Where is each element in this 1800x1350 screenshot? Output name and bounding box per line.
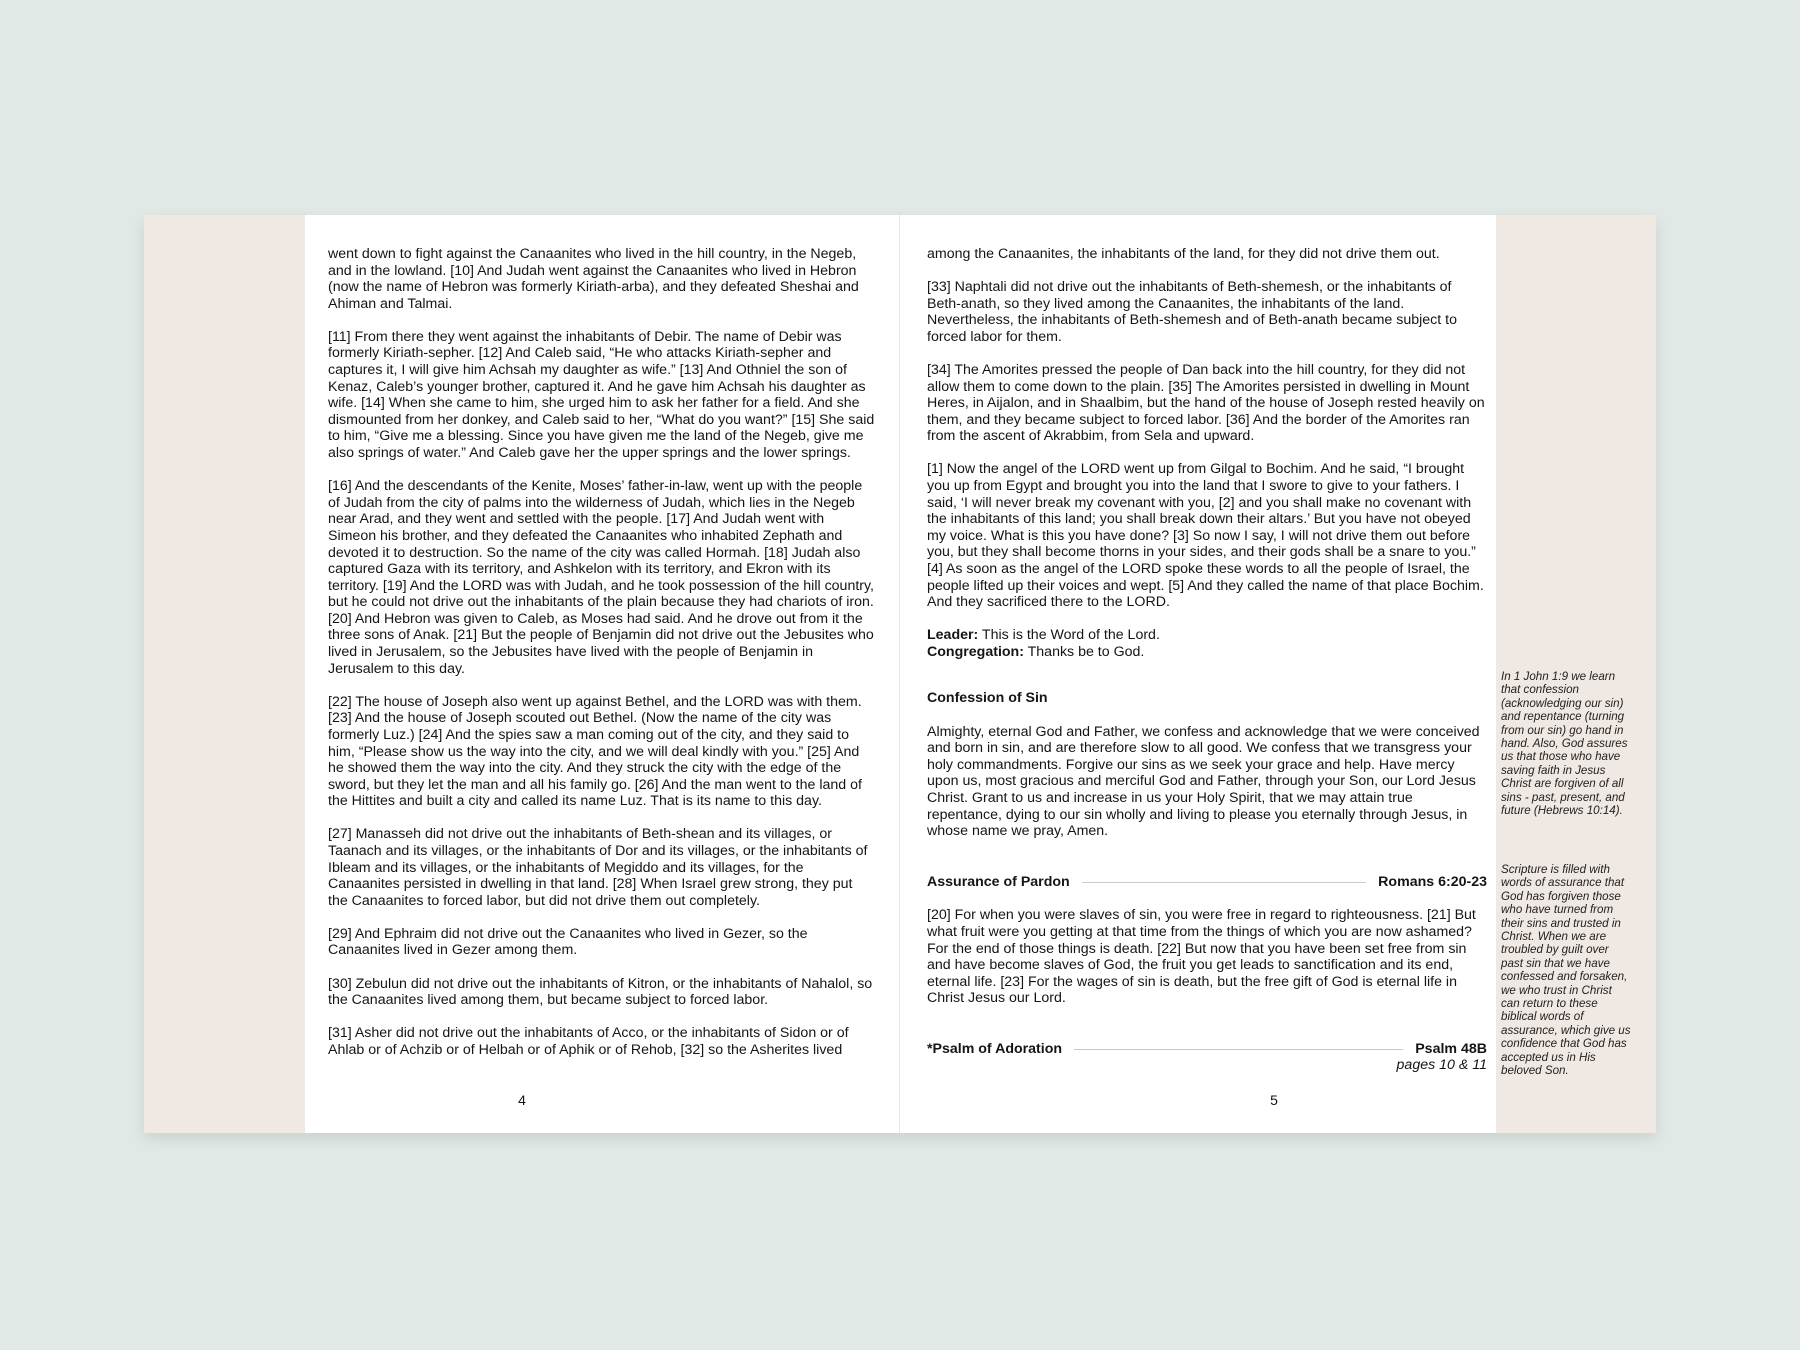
scripture-paragraph: [29] And Ephraim did not drive out the Canaanites who lived in Gezer, so the Canaanites lived in Gezer among them. (328, 925, 808, 959)
congregation-label: Congregation: (927, 643, 1024, 660)
sidenote-confession: In 1 John 1:9 we learn that confession (acknowledging our sin) and repentance (turning from our sin) go hand in hand. Also, God assures us that those who have saving faith in Jesus Christ are forgiven of all sins - past, present, and future (Hebrews 10:14). (1501, 670, 1628, 818)
scripture-paragraph: [30] Zebulun did not drive out the inhabitants of Kitron, or the inhabitants of Nahalol, so the Canaanites lived among them, but became subject to forced labor. (328, 975, 873, 1009)
page-number-left: 4 (518, 1092, 526, 1108)
scripture-paragraph: went down to fight against the Canaanites who lived in the hill country, in the Negeb, and in the lowland. [10] And Judah went against the Canaanites who lived in Hebron (now the name of Hebron was formerly Kiriath-arba), and they defeated Sheshai and Ahiman and Talmai. (328, 246, 859, 312)
assurance-text: [20] For when you were slaves of sin, you were free in regard to righteousness. [21] But what fruit were you getting at that time from the things of which you are now ashamed? For the end of those things is death. [22] But now that you have been set free from sin and have become slaves of God, the fruit you get leads to sanctification and its end, eternal life. [23] For the wages of sin is death, but the free gift of God is eternal life in Christ Jesus our Lord. (927, 907, 1476, 1007)
responsive-reading (927, 627, 1487, 660)
leader-text: This is the Word of the Lord. (978, 627, 1160, 644)
congregation-text: Thanks be to God. (1023, 643, 1145, 660)
psalm-header (927, 1041, 1487, 1058)
scripture-paragraph: [34] The Amorites pressed the people of Dan back into the hill country, for they did not allow them to come down to the plain. [35] The Amorites persisted in dwelling in Mount Heres, in Aijalon, and in Shaalbim, but the hand of the house of Joseph rested heavily on them, and they became subject to forced labor. [36] And the border of the Amorites ran from the ascent of Akrabbim, from Sela and upward. (927, 361, 1485, 445)
left-page (328, 246, 876, 1075)
spine-divider (899, 215, 900, 1133)
header-rule (1074, 1049, 1403, 1050)
assurance-heading: Assurance of Pardon (927, 873, 1070, 890)
psalm-reference: Psalm 48B (1415, 1040, 1487, 1057)
scripture-paragraph: [31] Asher did not drive out the inhabitants of Acco, or the inhabitants of Sidon or of Ahlab or of Achzib or of Helbah or of Aphik or of Rehob, [32] so the Asherites lived (328, 1025, 849, 1058)
booklet-spread (144, 215, 1656, 1133)
scripture-paragraph: [27] Manasseh did not drive out the inhabitants of Beth-shean and its villages, or Taanach and its villages, or the inhabitants of Dor and its villages, or the inhabitants of Ibleam and its villages, or the inhabitants of Megiddo and its villages, for the Canaanites persisted in dwelling in that land. [28] When Israel grew strong, they put the Canaanites to forced labor, but did not drive them out completely. (328, 826, 868, 909)
psalm-heading: *Psalm of Adoration (927, 1040, 1063, 1057)
psalm-pages: pages 10 & 11 (1396, 1057, 1487, 1074)
confession-heading: Confession of Sin (927, 690, 1048, 707)
scripture-paragraph: among the Canaanites, the inhabitants of the land, for they did not drive them out. (927, 246, 1440, 262)
assurance-reference: Romans 6:20-23 (1378, 873, 1487, 890)
scripture-paragraph: [33] Naphtali did not drive out the inhabitants of Beth-shemesh, or the inhabitants of Beth-anath, so they lived among the Canaanites, the inhabitants of the land. Nevertheless, the inhabitants of Beth-shemesh and of Beth-anath became subject to forced labor for them. (927, 279, 1457, 345)
scripture-paragraph: [11] From there they went against the inhabitants of Debir. The name of Debir was formerly Kiriath-sepher. [12] And Caleb said, “He who attacks Kiriath-sepher and captures it, I will give him Achsah my daughter as wife.” [13] And Othniel the son of Kenaz, Caleb’s younger brother, captured it. And he gave him Achsah his daughter as wife. [14] When she came to him, she urged him to ask her father for a field. And she dismounted from her donkey, and Caleb said to her, “What do you want?” [15] She said to him, “Give me a blessing. Since you have given me the land of the Negeb, give me also springs of water.” And Caleb gave her the upper springs and the lower springs. (328, 328, 875, 462)
sidenote-assurance: Scripture is filled with words of assurance that God has forgiven those who have turned from their sins and trusted in Christ. When we are troubled by guilt over past sin that we have confessed and forsaken, we who trust in Christ can return to these biblical words of assurance, which give us confidence that God has accepted us in His beloved Son. (1501, 863, 1631, 1078)
confession-text: Almighty, eternal God and Father, we confess and acknowledge that we were conceived and born in sin, and are therefore slow to all good. We confess that we transgress your holy commandments. Forgive our sins as we seek your grace and help. Have mercy upon us, most gracious and merciful God and Father, through your Son, our Lord Jesus Christ. Grant to us and increase in us your Holy Spirit, that we may attain true repentance, dying to our sin wholly and living to please you eternally through Jesus, in whose name we pray, Amen. (927, 723, 1480, 840)
scripture-paragraph: [1] Now the angel of the LORD went up from Gilgal to Bochim. And he said, “I brought you up from Egypt and brought you into the land that I swore to give to your fathers. I said, ‘I will never break my covenant with you, [2] and you shall make no covenant with the inhabitants of this land; you shall break down their altars.’ But you have not obeyed my voice. What is this you have done? [3] So now I say, I will not drive them out before you, but they shall become thorns in your sides, and their gods shall be a snare to you.” [4] As soon as the angel of the LORD spoke these words to all the people of Israel, the people lifted up their voices and wept. [5] And they called the name of that place Bochim. And they sacrificed there to the LORD. (927, 461, 1484, 611)
left-margin (144, 215, 305, 1133)
scripture-paragraph: [16] And the descendants of the Kenite, Moses’ father-in-law, went up with the people of Judah from the city of palms into the wilderness of Judah, which lies in the Negeb near Arad, and they went and settled with the people. [17] And Judah went with Simeon his brother, and they defeated the Canaanites who inhabited Zephath and devoted it to destruction. So the name of the city was called Hormah. [18] Judah also captured Gaza with its territory, and Ashkelon with its territory, and Ekron with its territory. [19] And the LORD was with Judah, and he took possession of the hill country, but he could not drive out the inhabitants of the plain because they had chariots of iron. [20] And Hebron was given to Caleb, as Moses had said. And he drove out from it the three sons of Anak. [21] But the people of Benjamin did not drive out the Jebusites who lived in Jerusalem, so the Jebusites have lived with the people of Benjamin in Jerusalem to this day. (328, 478, 874, 677)
header-rule (1082, 882, 1366, 883)
page-number-right: 5 (1270, 1092, 1278, 1108)
scripture-paragraph: [22] The house of Joseph also went up against Bethel, and the LORD was with them. [23] And the house of Joseph scouted out Bethel. (Now the name of the city was formerly Luz.) [24] And the spies saw a man coming out of the city, and they said to him, “Please show us the way into the city, and we will deal kindly with you.” [25] And he showed them the way into the city. And they struck the city with the edge of the sword, but they let the man and all his family go. [26] And the man went to the land of the Hittites and built a city and called its name Luz. That is its name to this day. (328, 693, 862, 810)
assurance-header (927, 874, 1487, 891)
right-page (927, 246, 1487, 1074)
leader-label: Leader: (927, 627, 979, 644)
